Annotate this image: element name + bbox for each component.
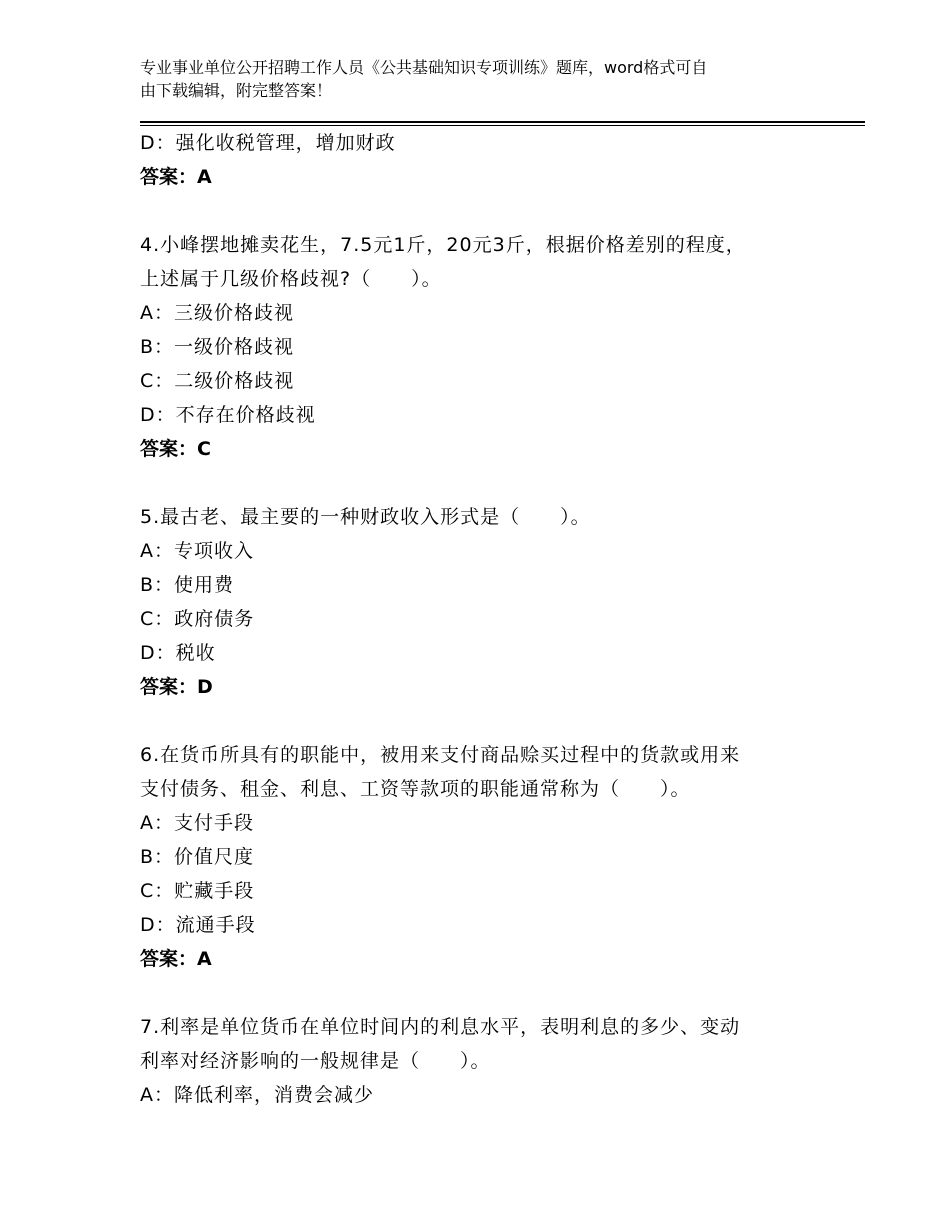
question-stem: 上述属于几级价格歧视?（ ）。: [140, 268, 442, 290]
option-c: C：贮藏手段: [140, 880, 255, 902]
option-b: B：价值尺度: [140, 846, 255, 868]
answer-line: 答案：A: [140, 166, 212, 188]
header-divider-thick: [140, 121, 865, 123]
question-block-7: [140, 1010, 820, 1112]
question-stem: 5.最古老、最主要的一种财政收入形式是（ ）。: [140, 506, 591, 528]
answer-line: 答案：D: [140, 676, 213, 698]
option-d: D：税收: [140, 642, 216, 664]
question-block-4: [140, 228, 820, 466]
option-a: A：专项收入: [140, 540, 254, 562]
question-content: [140, 126, 820, 1112]
question-block-5: [140, 500, 820, 704]
option-b: B：使用费: [140, 574, 235, 596]
page-header: [140, 56, 800, 102]
answer-line: 答案：A: [140, 948, 212, 970]
header-line-1: 专业事业单位公开招聘工作人员《公共基础知识专项训练》题库，word格式可自: [140, 58, 708, 77]
option-a: A：支付手段: [140, 812, 254, 834]
option-b: B：一级价格歧视: [140, 336, 295, 358]
option-a: A：降低利率，消费会减少: [140, 1084, 374, 1106]
option-c: C：政府债务: [140, 608, 255, 630]
option-c: C：二级价格歧视: [140, 370, 295, 392]
question-stem: 6.在货币所具有的职能中，被用来支付商品赊买过程中的货款或用来: [140, 744, 741, 766]
spacer: [140, 466, 820, 500]
question-stem: 4.小峰摆地摊卖花生，7.5元1斤，20元3斤，根据价格差别的程度，: [140, 234, 746, 256]
option-d: D：强化收税管理，增加财政: [140, 132, 396, 154]
answer-line: 答案：C: [140, 438, 211, 460]
spacer: [140, 194, 820, 228]
spacer: [140, 704, 820, 738]
spacer: [140, 976, 820, 1010]
option-d: D：不存在价格歧视: [140, 404, 316, 426]
question-stem: 支付债务、租金、利息、工资等款项的职能通常称为（ ）。: [140, 778, 691, 800]
option-a: A：三级价格歧视: [140, 302, 294, 324]
question-block-6: [140, 738, 820, 976]
option-d: D：流通手段: [140, 914, 256, 936]
question-stem: 利率对经济影响的一般规律是（ ）。: [140, 1050, 491, 1072]
question-stem: 7.利率是单位货币在单位时间内的利息水平，表明利息的多少、变动: [140, 1016, 741, 1038]
header-line-2: 由下载编辑，附完整答案！: [140, 81, 333, 100]
